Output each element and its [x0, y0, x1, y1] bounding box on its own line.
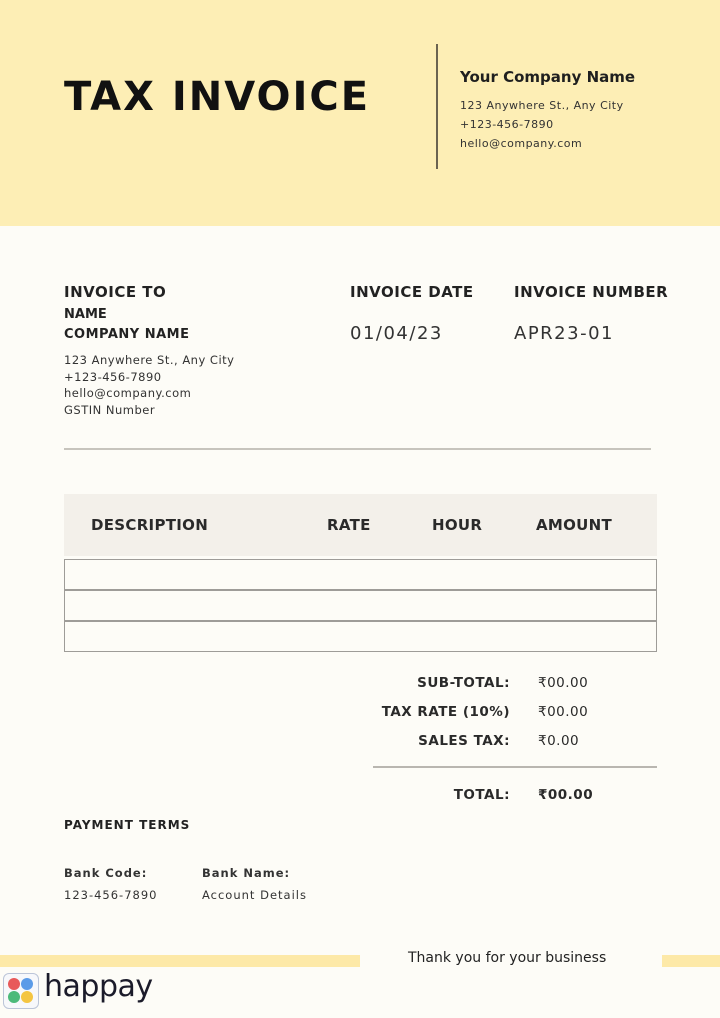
client-phone: +123-456-7890 — [64, 369, 162, 384]
totals-divider — [373, 766, 657, 768]
sales-tax-value: ₹0.00 — [538, 733, 580, 749]
bank-name-label: Bank Name: — [202, 866, 291, 880]
header-divider — [436, 44, 438, 169]
invoice-date-section — [350, 283, 474, 344]
invoice-date-label: INVOICE DATE — [350, 283, 474, 301]
payment-terms-label: PAYMENT TERMS — [64, 818, 191, 832]
total-value: ₹00.00 — [538, 787, 594, 803]
tax-rate-row — [360, 704, 660, 724]
table-row — [64, 621, 657, 652]
table-header — [64, 494, 657, 556]
invoice-to-section — [64, 283, 234, 418]
happay-logo-icon — [3, 973, 39, 1009]
subtotal-row — [360, 675, 660, 695]
invoice-header — [0, 0, 720, 226]
invoice-title: TAX INVOICE — [64, 74, 371, 120]
table-row — [64, 559, 657, 590]
section-divider — [64, 448, 651, 450]
client-company-name: COMPANY NAME — [64, 327, 190, 342]
invoice-number-label: INVOICE NUMBER — [514, 283, 669, 301]
bank-name-value: Account Details — [202, 888, 307, 902]
column-hour: HOUR — [432, 516, 483, 534]
company-info — [460, 68, 635, 153]
company-name: Your Company Name — [460, 68, 636, 86]
column-description: DESCRIPTION — [91, 516, 209, 534]
column-rate: RATE — [327, 516, 371, 534]
total-row — [360, 787, 660, 807]
bank-name — [202, 866, 307, 902]
total-label: TOTAL: — [453, 787, 510, 803]
invoice-date-value: 01/04/23 — [350, 323, 443, 344]
logo-wordmark: happay — [44, 969, 153, 1004]
subtotal-label: SUB-TOTAL: — [417, 675, 510, 691]
client-email: hello@company.com — [64, 386, 192, 400]
bank-code — [64, 866, 157, 902]
invoice-number-value: APR23-01 — [514, 323, 614, 344]
company-phone: +123-456-7890 — [460, 118, 554, 131]
subtotal-value: ₹00.00 — [538, 675, 589, 691]
bank-code-label: Bank Code: — [64, 866, 148, 880]
company-email: hello@company.com — [460, 137, 583, 150]
sales-tax-row — [360, 733, 660, 753]
column-amount: AMOUNT — [536, 516, 613, 534]
sales-tax-label: SALES TAX: — [418, 733, 510, 749]
table-row — [64, 590, 657, 621]
bank-code-value: 123-456-7890 — [64, 888, 158, 902]
client-address: 123 Anywhere St., Any City — [64, 353, 235, 367]
tax-rate-value: ₹00.00 — [538, 704, 589, 720]
client-name: NAME — [64, 307, 107, 322]
footer-band-left — [0, 955, 360, 967]
client-gstin: GSTIN Number — [64, 402, 156, 417]
thank-you-text: Thank you for your business — [408, 950, 607, 966]
company-address: 123 Anywhere St., Any City — [460, 99, 624, 112]
invoice-to-label: INVOICE TO — [64, 283, 167, 301]
invoice-number-section — [514, 283, 668, 344]
tax-rate-label: TAX RATE (10%) — [381, 704, 510, 720]
footer-band-right — [662, 955, 720, 967]
